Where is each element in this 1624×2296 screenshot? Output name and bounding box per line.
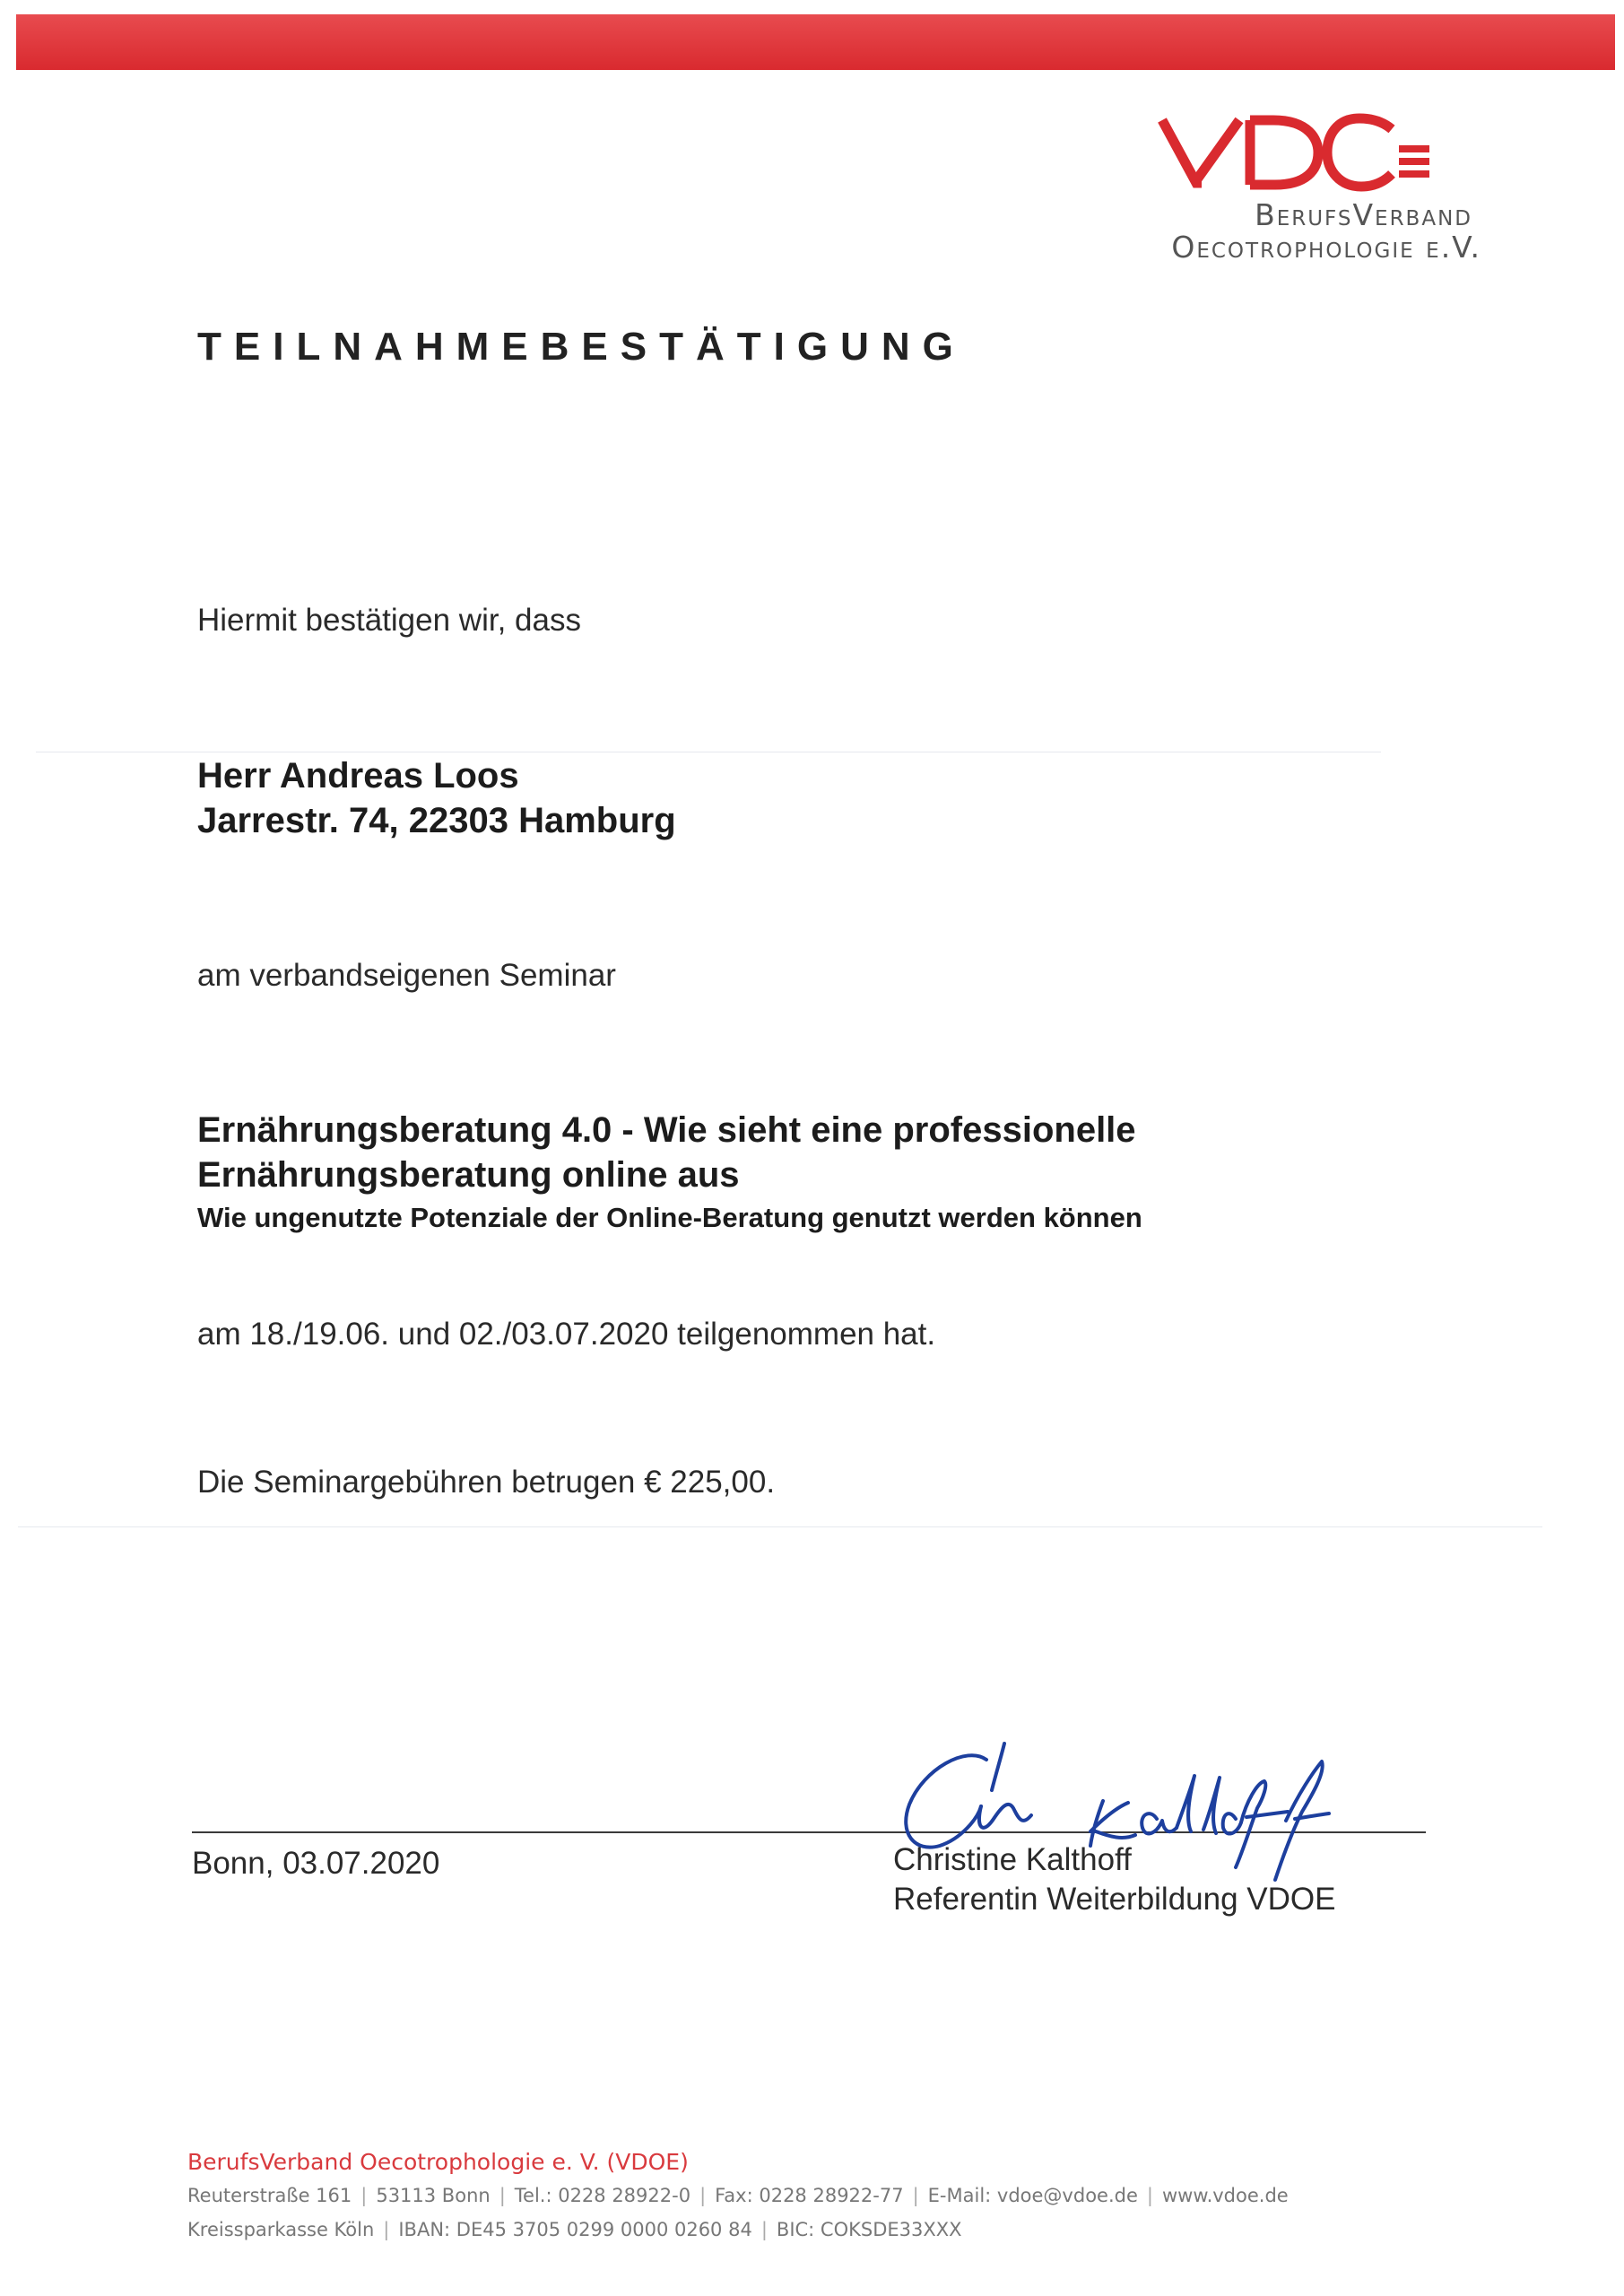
document-title: TEILNAHMEBESTÄTIGUNG <box>197 325 966 369</box>
footer-separator: | <box>912 2185 919 2206</box>
place-date: Bonn, 03.07.2020 <box>192 1846 440 1881</box>
footer-separator: | <box>760 2219 768 2240</box>
scan-artifact-line <box>18 1526 1542 1527</box>
logo-text-line1: BerufsVerband <box>1255 197 1472 232</box>
footer-email: E-Mail: vdoe@vdoe.de <box>927 2185 1138 2206</box>
fees-text: Die Seminargebühren betrugen € 225,00. <box>197 1465 776 1500</box>
vdoe-logo-mark <box>1157 108 1515 197</box>
footer-separator: | <box>383 2219 390 2240</box>
footer-organization: BerufsVerband Oecotrophologie e. V. (VDOE) <box>187 2149 689 2175</box>
footer-separator: | <box>1146 2185 1153 2206</box>
footer-bic: BIC: COKSDE33XXX <box>776 2219 962 2240</box>
participant-name: Herr Andreas Loos <box>197 756 519 796</box>
dates-text: am 18./19.06. und 02./03.07.2020 teilgenommen hat. <box>197 1317 936 1352</box>
signatory-name: Christine Kalthoff <box>893 1842 1132 1877</box>
footer-fax: Fax: 0228 28922-77 <box>715 2185 904 2206</box>
footer-phone: Tel.: 0228 28922-0 <box>514 2185 691 2206</box>
footer-bank: Kreissparkasse Köln <box>187 2219 375 2240</box>
signatory-role: Referentin Weiterbildung VDOE <box>893 1882 1336 1917</box>
footer-separator: | <box>360 2185 368 2206</box>
seminar-intro-text: am verbandseigenen Seminar <box>197 958 616 993</box>
logo-text-line2: Oecotrophologie e.V. <box>1171 230 1481 265</box>
footer-iban: IBAN: DE45 3705 0299 0000 0260 84 <box>398 2219 752 2240</box>
footer-website: www.vdoe.de <box>1161 2185 1289 2206</box>
footer-bank-line <box>187 2219 962 2240</box>
footer-separator: | <box>499 2185 506 2206</box>
footer-street: Reuterstraße 161 <box>187 2185 352 2206</box>
seminar-title-line1: Ernährungsberatung 4.0 - Wie sieht eine professionelle <box>197 1110 1136 1150</box>
footer-address-line <box>187 2185 1289 2206</box>
place-date-rule <box>192 1831 905 1833</box>
vdoe-logo <box>1157 108 1515 269</box>
footer-separator: | <box>699 2185 707 2206</box>
participant-address: Jarrestr. 74, 22303 Hamburg <box>197 801 676 840</box>
seminar-subtitle: Wie ungenutzte Potenziale der Online-Beratung genutzt werden können <box>197 1202 1142 1233</box>
footer-city: 53113 Bonn <box>376 2185 491 2206</box>
seminar-title-line2: Ernährungsberatung online aus <box>197 1155 740 1195</box>
header-red-bar <box>16 14 1615 70</box>
intro-text: Hiermit bestätigen wir, dass <box>197 603 581 638</box>
